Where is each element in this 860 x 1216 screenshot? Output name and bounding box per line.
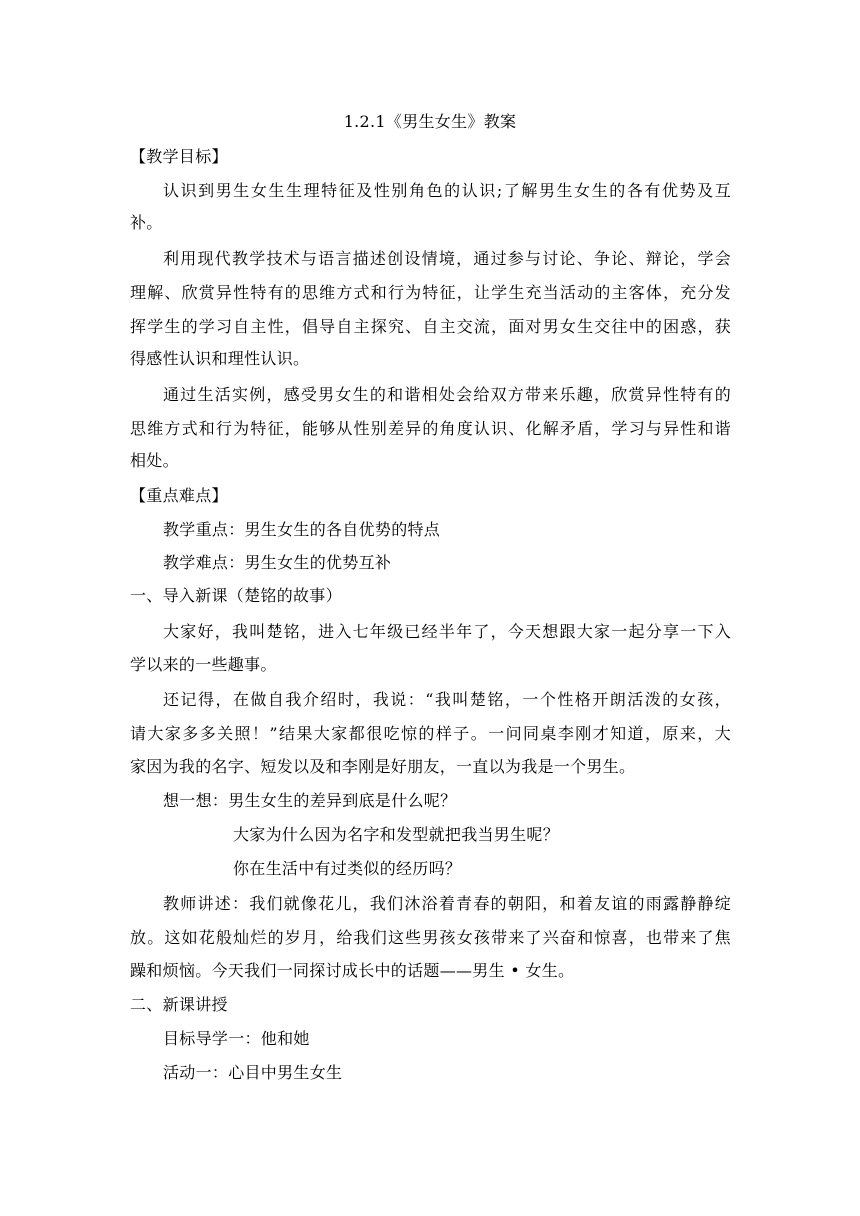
goals-heading: 【教学目标】	[130, 147, 228, 166]
teacher-line1: 教师讲述：我们就像花儿，我们沐浴着青春的朝阳，和着友谊的雨露静静绽	[163, 894, 731, 913]
goal1-line2: 补。	[130, 213, 163, 232]
story1-line1: 大家好，我叫楚铭，进入七年级已经半年了，今天想跟大家一起分享一下入	[163, 622, 731, 641]
difficulty-line: 教学难点：男生女生的优势互补	[163, 553, 392, 572]
keypoint-line: 教学重点：男生女生的各自优势的特点	[163, 520, 441, 539]
story2-line1: 还记得，在做自我介绍时，我说：“我叫楚铭，一个性格开朗活泼的女孩，	[163, 690, 731, 709]
keypoints-heading: 【重点难点】	[130, 486, 228, 505]
goal2-line4: 得感性认识和理性认识。	[130, 349, 310, 368]
goal1-line1: 认识到男生女生生理特征及性别角色的认识;了解男生女生的各有优势及互	[163, 181, 731, 200]
goal3-line2: 思维方式和行为特征，能够从性别差异的角度认识、化解矛盾，学习与异性和谐	[130, 419, 731, 438]
goal2-line1: 利用现代教学技术与语言描述创设情境，通过参与讨论、争论、辩论，学会	[163, 249, 731, 268]
story2-line3: 家因为我的名字、短发以及和李刚是好朋友，一直以为我是一个男生。	[130, 757, 636, 776]
think-line3: 你在生活中有过类似的经历吗？	[233, 859, 462, 878]
document-title: 1.2.1《男生女生》教案	[343, 112, 517, 131]
story2-line2: 请大家多多关照！”结果大家都很吃惊的样子。一问同桌李刚才知道，原来，大	[130, 724, 731, 743]
new-lesson-heading: 二、新课讲授	[130, 995, 228, 1014]
teacher-line3: 躁和烦恼。今天我们一同探讨成长中的话题——男生 • 女生。	[130, 961, 575, 980]
think-line2: 大家为什么因为名字和发型就把我当男生呢？	[233, 825, 560, 844]
teacher-line2: 放。这如花般灿烂的岁月，给我们这些男孩女孩带来了兴奋和惊喜，也带来了焦	[130, 928, 731, 947]
target1-line: 目标导学一：他和她	[163, 1029, 310, 1048]
goal3-line1: 通过生活实例，感受男女生的和谐相处会给双方带来乐趣，欣赏异性特有的	[163, 385, 731, 404]
goal2-line2: 理解、欣赏异性特有的思维方式和行为特征，让学生充当活动的主客体，充分发	[130, 283, 731, 302]
goal3-line3: 相处。	[130, 451, 179, 470]
think-line1: 想一想：男生女生的差异到底是什么呢？	[163, 791, 457, 810]
goal2-line3: 挥学生的学习自主性，倡导自主探究、自主交流，面对男女生交往中的困惑，获	[130, 317, 731, 336]
activity1-line: 活动一：心目中男生女生	[163, 1063, 343, 1082]
story1-line2: 学以来的一些趣事。	[130, 655, 277, 674]
intro-heading: 一、导入新课（楚铭的故事）	[130, 586, 342, 605]
